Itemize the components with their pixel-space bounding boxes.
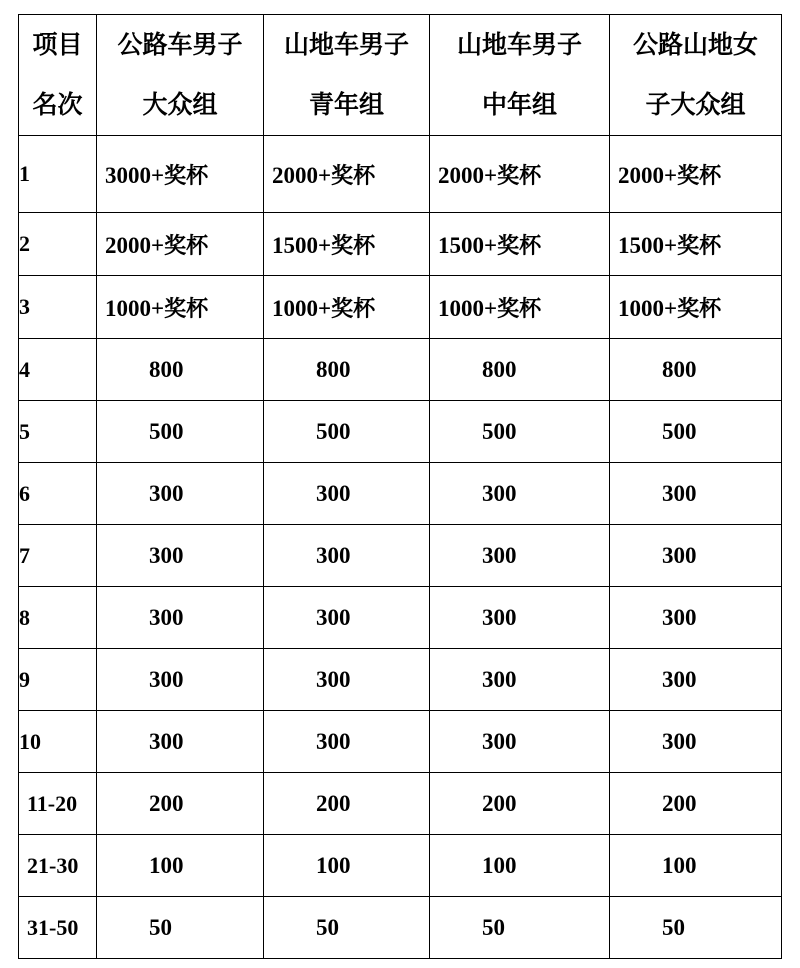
table-row (19, 136, 782, 213)
prize-amount: 1000+ (272, 295, 332, 321)
prize-amount-cell: 200 (430, 773, 610, 835)
header-line: 中年组 (481, 90, 557, 119)
prize-amount-cell: 200 (97, 773, 264, 835)
table-row (19, 463, 782, 525)
prize-amount-cell: 300 (97, 525, 264, 587)
trophy-label: 奖杯 (331, 163, 376, 189)
prize-amount-cell: 50 (430, 897, 610, 959)
prize-amount-cell: 200 (264, 773, 430, 835)
rank-cell: 9 (19, 649, 97, 711)
header-line: 山地车男子 (283, 30, 409, 59)
prize-amount: 1500+ (618, 232, 678, 258)
prize-amount-cell: 300 (97, 587, 264, 649)
rank-cell: 10 (19, 711, 97, 773)
prize-amount-cell: 300 (610, 587, 782, 649)
trophy-label: 奖杯 (677, 163, 722, 189)
prize-amount-cell: 300 (430, 525, 610, 587)
rank-cell: 8 (19, 587, 97, 649)
trophy-label: 奖杯 (331, 296, 376, 322)
trophy-label: 奖杯 (677, 233, 722, 259)
prize-amount-cell: 300 (430, 711, 610, 773)
trophy-label: 奖杯 (164, 163, 209, 189)
table-row (19, 213, 782, 276)
rank-cell: 11-20 (19, 773, 97, 835)
prize-amount-cell: 100 (264, 835, 430, 897)
prize-amount-cell: 500 (430, 401, 610, 463)
prize-amount-cell: 100 (97, 835, 264, 897)
prize-amount-cell: 300 (264, 711, 430, 773)
prize-cell (430, 276, 610, 339)
prize-amount: 1500+ (438, 232, 498, 258)
header-line: 山地车男子 (456, 30, 582, 59)
prize-amount-cell: 300 (264, 587, 430, 649)
prize-amount-cell: 50 (610, 897, 782, 959)
header-line: 青年组 (308, 90, 384, 119)
prize-amount-cell: 50 (97, 897, 264, 959)
prize-cell (264, 276, 430, 339)
prize-amount-cell: 100 (430, 835, 610, 897)
rank-cell: 5 (19, 401, 97, 463)
prize-amount-cell: 300 (430, 587, 610, 649)
prize-amount-cell: 300 (610, 711, 782, 773)
header-mtb-men-youth (264, 15, 430, 136)
header-road-men-open (97, 15, 264, 136)
trophy-label: 奖杯 (164, 233, 209, 259)
rank-cell: 2 (19, 213, 97, 276)
prize-amount-cell: 300 (264, 463, 430, 525)
prize-amount-cell: 300 (430, 649, 610, 711)
prize-amount: 1000+ (105, 295, 165, 321)
prize-cell (97, 213, 264, 276)
prize-amount-cell: 300 (97, 463, 264, 525)
prize-amount: 2000+ (105, 232, 165, 258)
prize-cell (610, 276, 782, 339)
prize-amount-cell: 100 (610, 835, 782, 897)
header-women-open (610, 15, 782, 136)
table-row (19, 401, 782, 463)
trophy-label: 奖杯 (497, 163, 542, 189)
header-line: 子大众组 (645, 90, 746, 119)
table-row (19, 587, 782, 649)
prize-amount-cell: 300 (264, 525, 430, 587)
rank-cell: 1 (19, 136, 97, 213)
rank-cell: 21-30 (19, 835, 97, 897)
prize-amount-cell: 200 (610, 773, 782, 835)
prize-amount: 1000+ (618, 295, 678, 321)
prize-amount-cell: 300 (264, 649, 430, 711)
header-line: 公路山地女 (632, 30, 758, 59)
prize-cell (264, 213, 430, 276)
prize-cell (430, 213, 610, 276)
prize-cell (97, 276, 264, 339)
prize-amount-cell: 50 (264, 897, 430, 959)
prize-amount: 2000+ (618, 162, 678, 188)
table-row (19, 835, 782, 897)
prize-cell (610, 136, 782, 213)
prize-amount-cell: 800 (264, 339, 430, 401)
table-row (19, 525, 782, 587)
rank-cell: 7 (19, 525, 97, 587)
rank-cell: 3 (19, 276, 97, 339)
header-line: 大众组 (142, 90, 218, 119)
rank-cell: 4 (19, 339, 97, 401)
prize-cell (97, 136, 264, 213)
prize-amount: 2000+ (438, 162, 498, 188)
header-line: 项目 (32, 30, 83, 59)
prize-amount: 2000+ (272, 162, 332, 188)
trophy-label: 奖杯 (677, 296, 722, 322)
trophy-label: 奖杯 (331, 233, 376, 259)
table-row (19, 711, 782, 773)
rank-cell: 31-50 (19, 897, 97, 959)
table-row (19, 649, 782, 711)
header-line: 公路车男子 (117, 30, 243, 59)
trophy-label: 奖杯 (497, 296, 542, 322)
table-row (19, 276, 782, 339)
prize-amount-cell: 300 (97, 649, 264, 711)
prize-amount-cell: 500 (610, 401, 782, 463)
prize-cell (430, 136, 610, 213)
prize-amount-cell: 500 (264, 401, 430, 463)
prize-amount: 1000+ (438, 295, 498, 321)
prize-table (18, 14, 782, 959)
prize-amount-cell: 500 (97, 401, 264, 463)
prize-amount-cell: 800 (430, 339, 610, 401)
trophy-label: 奖杯 (497, 233, 542, 259)
prize-amount-cell: 300 (610, 463, 782, 525)
prize-amount: 3000+ (105, 162, 165, 188)
prize-cell (264, 136, 430, 213)
trophy-label: 奖杯 (164, 296, 209, 322)
prize-amount: 1500+ (272, 232, 332, 258)
table-row (19, 897, 782, 959)
prize-amount-cell: 300 (610, 649, 782, 711)
prize-amount-cell: 300 (97, 711, 264, 773)
header-line: 名次 (32, 90, 83, 119)
table-row (19, 339, 782, 401)
prize-cell (610, 213, 782, 276)
header-rank (19, 15, 97, 136)
rank-cell: 6 (19, 463, 97, 525)
header-mtb-men-middle-age (430, 15, 610, 136)
prize-amount-cell: 300 (430, 463, 610, 525)
prize-amount-cell: 800 (610, 339, 782, 401)
header-row (19, 15, 782, 136)
prize-amount-cell: 300 (610, 525, 782, 587)
table-row (19, 773, 782, 835)
prize-amount-cell: 800 (97, 339, 264, 401)
